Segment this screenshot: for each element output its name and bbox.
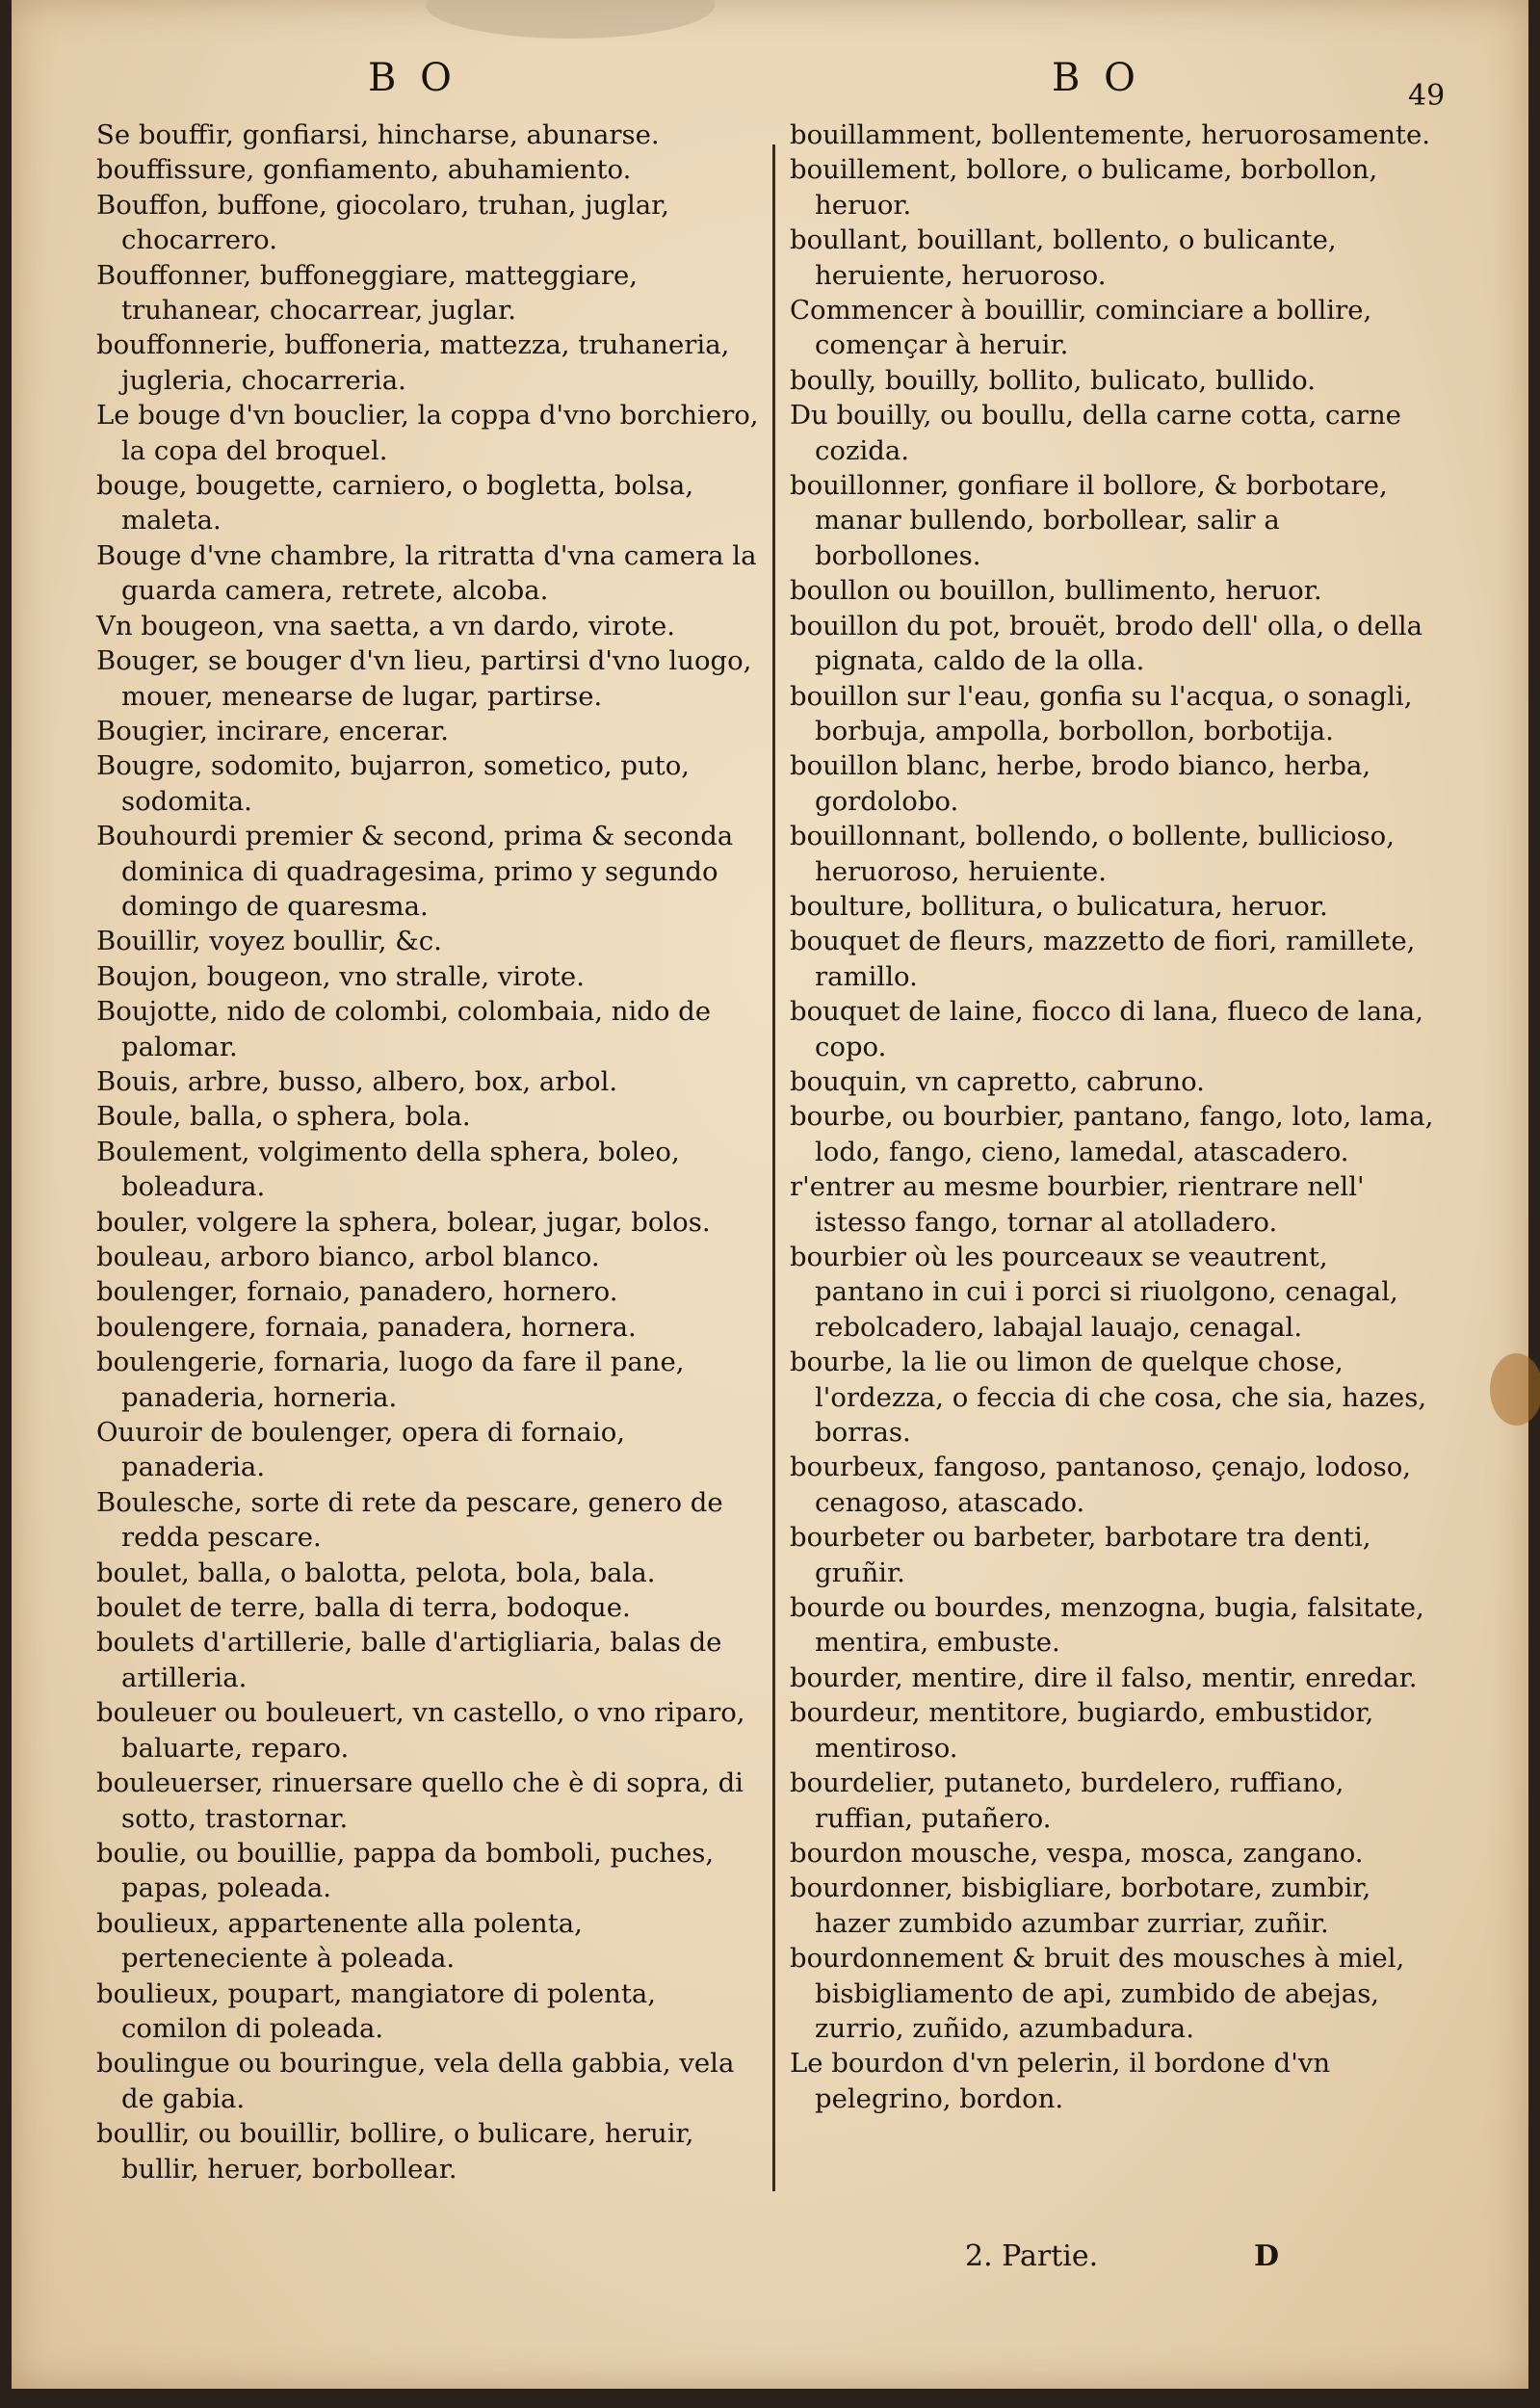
dictionary-entry: boulet de terre, balla di terra, bodoque. bbox=[96, 1592, 631, 1624]
dictionary-entry: Bouffon, buffone, giocolaro, truhan, juglar, chocarrero. bbox=[96, 189, 670, 256]
dictionary-entry: bourbier où les pourceaux se veautrent, pantano in cui i porci si riuolgono, cenagal, rebolcadero, labajal lauajo, cenagal. bbox=[790, 1242, 1398, 1343]
dictionary-entry: bouillement, bollore, o bulicame, borbollon, heruor. bbox=[790, 154, 1378, 221]
dictionary-entry: bouillon du pot, brouët, brodo dell' olla, o della pignata, caldo de la olla. bbox=[790, 610, 1423, 677]
left-column bbox=[96, 118, 761, 2186]
dictionary-entry: bouffonnerie, buffoneria, mattezza, truhaneria, jugleria, chocarreria. bbox=[96, 329, 730, 396]
dictionary-entry: boulenger, fornaio, panadero, hornero. bbox=[96, 1276, 618, 1308]
dictionary-entry: bourdonnement & bruit des mousches à miel, bisbigliamento de api, zumbido de abejas, zurrio, zuñido, azumbadura. bbox=[790, 1943, 1405, 2044]
dictionary-entry: bourdonner, bisbigliare, borbotare, zumbir, hazer zumbido azumbar zurriar, zuñir. bbox=[790, 1872, 1371, 1939]
dictionary-entry: Boujotte, nido de colombi, colombaia, nido de palomar. bbox=[96, 996, 712, 1062]
dictionary-entry: bouffissure, gonfiamento, abuhamiento. bbox=[96, 154, 632, 186]
dictionary-entry: bourbeter ou barbeter, barbotare tra denti, gruñir. bbox=[790, 1522, 1371, 1588]
page-number: 49 bbox=[1408, 79, 1446, 113]
dictionary-entry: bouillonner, gonfiare il bollore, & borbotare, manar bullendo, borbollear, salir a borbollones. bbox=[790, 470, 1388, 571]
dictionary-entry: boulengere, fornaia, panadera, hornera. bbox=[96, 1311, 637, 1343]
dictionary-entry: bouquin, vn capretto, cabruno. bbox=[790, 1065, 1205, 1097]
dictionary-entry: Commencer à bouillir, cominciare a bollire, començar à heruir. bbox=[790, 295, 1372, 361]
footer-signature: D bbox=[1254, 2239, 1280, 2273]
dictionary-entry: boulie, ou bouillie, pappa da bomboli, puches, papas, poleada. bbox=[96, 1837, 715, 1904]
dictionary-entry: boulture, bollitura, o bulicatura, heruor. bbox=[790, 890, 1328, 922]
dictionary-entry: boullir, ou bouillir, bollire, o bulicare, heruir, bullir, heruer, borbollear. bbox=[96, 2118, 694, 2185]
dictionary-entry: r'entrer au mesme bourbier, rientrare nell' istesso fango, tornar al atolladero. bbox=[790, 1171, 1365, 1238]
dictionary-entry: bouquet de laine, fiocco di lana, flueco de lana, copo. bbox=[790, 996, 1423, 1062]
dictionary-entry: Vn bougeon, vna saetta, a vn dardo, virote. bbox=[96, 610, 675, 641]
dictionary-entry: Boujon, bougeon, vno stralle, virote. bbox=[96, 960, 585, 992]
dictionary-entry: bourbeux, fangoso, pantanoso, çenajo, lodoso, cenagoso, atascado. bbox=[790, 1452, 1412, 1518]
dictionary-entry: bouler, volgere la sphera, bolear, jugar, bolos. bbox=[96, 1206, 711, 1238]
dictionary-entry: Bouillir, voyez boullir, &c. bbox=[96, 926, 442, 957]
dictionary-entry: Bouis, arbre, busso, albero, box, arbol. bbox=[96, 1065, 618, 1097]
dictionary-entry: Du bouilly, ou boullu, della carne cotta, carne cozida. bbox=[790, 400, 1401, 466]
dictionary-entry: Le bourdon d'vn pelerin, il bordone d'vn pelegrino, bordon. bbox=[790, 2048, 1331, 2114]
book-page bbox=[12, 0, 1528, 2389]
dictionary-entry: bourder, mentire, dire il falso, mentir, enredar. bbox=[790, 1662, 1418, 1693]
dictionary-entry: Bougier, incirare, encerar. bbox=[96, 715, 449, 746]
dictionary-entry: Boulement, volgimento della sphera, boleo, boleadura. bbox=[96, 1136, 680, 1203]
dictionary-entry: boulets d'artillerie, balle d'artigliaria, balas de artilleria. bbox=[96, 1627, 722, 1693]
dictionary-entry: bouquet de fleurs, mazzetto de fiori, ramillete, ramillo. bbox=[790, 926, 1416, 992]
dictionary-entry: bouge, bougette, carniero, o bogletta, bolsa, maleta. bbox=[96, 470, 694, 537]
page-stain bbox=[1490, 1353, 1540, 1426]
column-divider bbox=[772, 144, 775, 2191]
dictionary-entry: Le bouge d'vn bouclier, la coppa d'vno borchiero, la copa del broquel. bbox=[96, 400, 759, 466]
dictionary-entry: bouillamment, bollentemente, heruorosamente. bbox=[790, 119, 1430, 150]
dictionary-entry: Boulesche, sorte di rete da pescare, genero de redda pescare. bbox=[96, 1486, 723, 1554]
dictionary-entry: Bouger, se bouger d'vn lieu, partirsi d'vno luogo, mouer, menearse de lugar, partirse. bbox=[96, 645, 752, 712]
dictionary-entry: boulingue ou bouringue, vela della gabbia, vela de gabia. bbox=[96, 2048, 735, 2114]
dictionary-entry: bouleuerser, rinuersare quello che è di sopra, di sotto, trastornar. bbox=[96, 1767, 744, 1834]
page-stain bbox=[426, 0, 715, 39]
right-column bbox=[790, 118, 1445, 2116]
running-head-left: B O bbox=[368, 56, 457, 100]
running-head-right: B O bbox=[1052, 56, 1141, 100]
dictionary-entry: Ouuroir de boulenger, opera di fornaio, panaderia. bbox=[96, 1417, 626, 1483]
dictionary-entry: Boule, balla, o sphera, bola. bbox=[96, 1101, 471, 1133]
footer-part: 2. Partie. bbox=[965, 2239, 1099, 2273]
dictionary-entry: boulet, balla, o balotta, pelota, bola, bala. bbox=[96, 1557, 656, 1588]
dictionary-entry: bourbe, ou bourbier, pantano, fango, loto, lama, lodo, fango, cieno, lamedal, atascadero. bbox=[790, 1101, 1434, 1167]
dictionary-entry: bourdelier, putaneto, burdelero, ruffiano, ruffian, putañero. bbox=[790, 1767, 1344, 1834]
dictionary-entry: boulieux, poupart, mangiatore di polenta, comilon di poleada. bbox=[96, 1977, 657, 2044]
dictionary-entry: bourbe, la lie ou limon de quelque chose, l'ordezza, o feccia di che cosa, che sia, hazes, borras. bbox=[790, 1347, 1427, 1449]
dictionary-entry: boulieux, appartenente alla polenta, perteneciente à poleada. bbox=[96, 1907, 583, 1975]
dictionary-entry: Bouffonner, buffoneggiare, matteggiare, truhanear, chocarrear, juglar. bbox=[96, 259, 638, 327]
dictionary-entry: boully, bouilly, bollito, bulicato, bullido. bbox=[790, 364, 1316, 396]
dictionary-entry: boullant, bouillant, bollento, o bulicante, heruiente, heruoroso. bbox=[790, 224, 1337, 291]
dictionary-entry: Bouge d'vne chambre, la ritratta d'vna camera la guarda camera, retrete, alcoba. bbox=[96, 539, 757, 607]
dictionary-entry: Se bouffir, gonfiarsi, hincharse, abunarse. bbox=[96, 119, 660, 150]
dictionary-entry: bouleau, arboro bianco, arbol blanco. bbox=[96, 1242, 600, 1272]
dictionary-entry: bouleuer ou bouleuert, vn castello, o vno riparo, baluarte, reparo. bbox=[96, 1697, 745, 1764]
dictionary-entry: boullon ou bouillon, bullimento, heruor. bbox=[790, 575, 1322, 607]
dictionary-entry: Bouhourdi premier & second, prima & seconda dominica di quadragesima, primo y segundo domingo de quaresma. bbox=[96, 821, 734, 922]
dictionary-entry: bouillon blanc, herbe, brodo bianco, herba, gordolobo. bbox=[790, 750, 1371, 817]
dictionary-entry: bouillonnant, bollendo, o bollente, bullicioso, heruoroso, heruiente. bbox=[790, 821, 1395, 887]
dictionary-entry: bourdeur, mentitore, bugiardo, embustidor, mentiroso. bbox=[790, 1697, 1374, 1764]
dictionary-entry: Bougre, sodomito, bujarron, sometico, puto, sodomita. bbox=[96, 750, 691, 817]
dictionary-entry: bourdon mousche, vespa, mosca, zangano. bbox=[790, 1837, 1364, 1869]
dictionary-entry: bouillon sur l'eau, gonfia su l'acqua, o sonagli, borbuja, ampolla, borbollon, borbotija. bbox=[790, 680, 1413, 746]
dictionary-entry: bourde ou bourdes, menzogna, bugia, falsitate, mentira, embuste. bbox=[790, 1592, 1424, 1659]
dictionary-entry: boulengerie, fornaria, luogo da fare il pane, panaderia, horneria. bbox=[96, 1347, 685, 1413]
